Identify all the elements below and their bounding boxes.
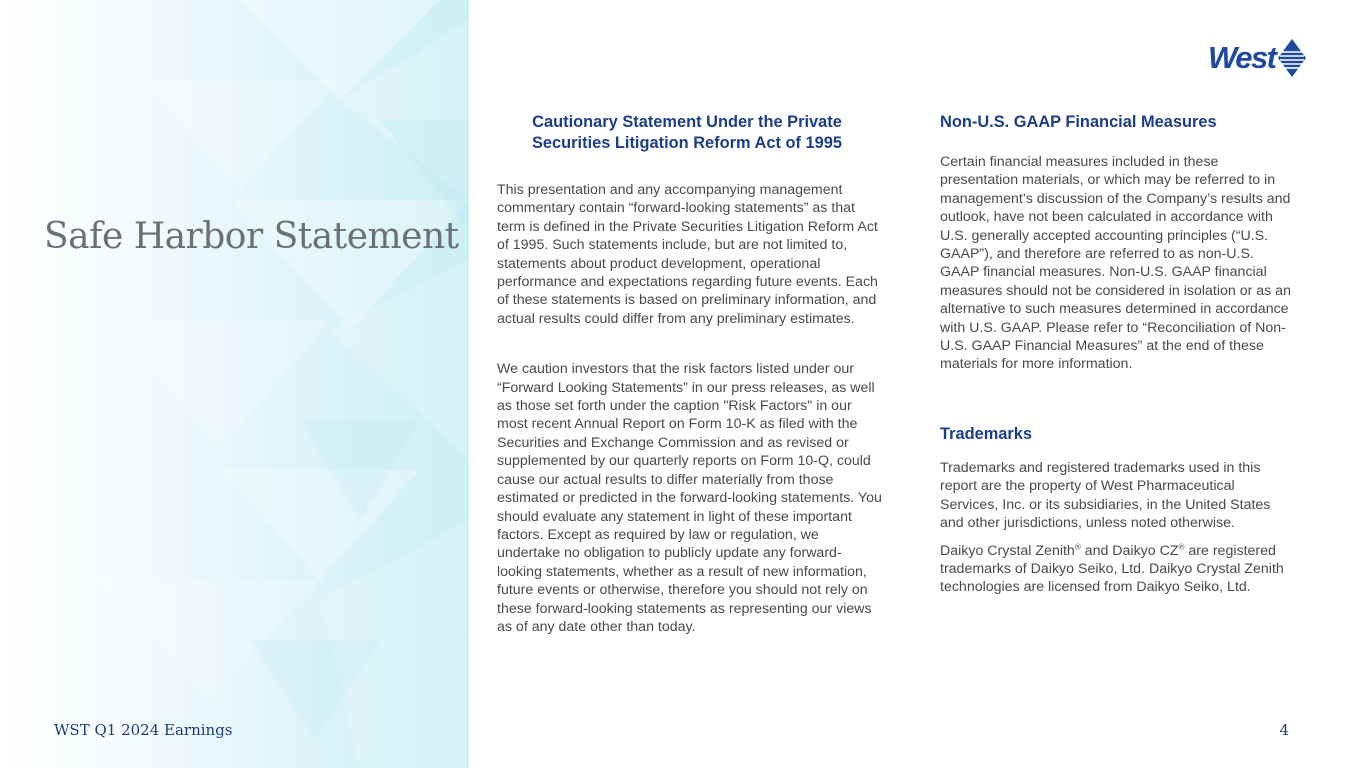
slide-title: Safe Harbor Statement <box>44 216 459 257</box>
logo-wordmark: West <box>1208 40 1276 75</box>
page-number: 4 <box>1279 721 1289 739</box>
trademarks-paragraph-1: Trademarks and registered trademarks used in this report are the property of West Pharmaceutical Services, Inc. or its subsidiaries, in the United States and other jurisdictions, unless noted otherwise. <box>940 459 1271 532</box>
non-gaap-heading: Non-U.S. GAAP Financial Measures <box>940 113 1217 131</box>
west-logo <box>1208 38 1307 78</box>
cautionary-statement-section <box>497 112 885 636</box>
footer-label: WST Q1 2024 Earnings <box>54 721 233 739</box>
trademarks-heading: Trademarks <box>940 424 1033 443</box>
trademarks-paragraph-2: Daikyo Crystal Zenith® and Daikyo CZ® are registered trademarks of Daikyo Seiko, Ltd. Daikyo Crystal Zenith technologies are licensed from Daikyo Seiko, Ltd. <box>940 541 1284 596</box>
cautionary-heading: Cautionary Statement Under the Private Securities Litigation Reform Act of 1995 <box>532 113 842 152</box>
cautionary-paragraph-1: This presentation and any accompanying management commentary contain “forward-looking statements” as that term is defined in the Private Securities Litigation Reform Act of 1995. Such statements include, but are not limited to, statements about product development, operational performance and expectations regarding future events. Each of these statements is based on preliminary information, and actual results could differ from any preliminary estimates. <box>497 182 878 327</box>
non-gaap-and-trademarks-section <box>940 112 1292 597</box>
decorative-background-panel <box>0 0 469 768</box>
cautionary-paragraph-2: We caution investors that the risk factors listed under our “Forward Looking Statements” in our press releases, as well as those set forth under the caption "Risk Factors" in our most recent Annual Report on Form 10-K as filed with the Securities and Exchange Commission and as revised or supplemented by our quarterly reports on Form 10-Q, could cause our actual results to differ materially from those estimated or predicted in the forward-looking statements. You should evaluate any statement in light of these important factors. Except as required by law or regulation, we undertake no obligation to publicly update any forward-looking statements, whether as a result of new information, future events or otherwise, therefore you should not rely on these forward-looking statements as representing our views as of any date other than today. <box>497 361 882 635</box>
non-gaap-paragraph: Certain financial measures included in these presentation materials, or which may be referred to in management’s discussion of the Company’s results and outlook, have not been calculated in accordance with U.S. generally accepted accounting principles (“U.S. GAAP”), and therefore are referred to as non-U.S. GAAP financial measures. Non-U.S. GAAP financial measures should not be considered in isolation or as an alternative to such measures determined in accordance with U.S. GAAP. Please refer to “Reconciliation of Non-U.S. GAAP Financial Measures” at the end of these materials for more information. <box>940 154 1291 373</box>
diamond-logo-icon <box>1277 38 1307 78</box>
triangle-pattern <box>0 0 469 768</box>
